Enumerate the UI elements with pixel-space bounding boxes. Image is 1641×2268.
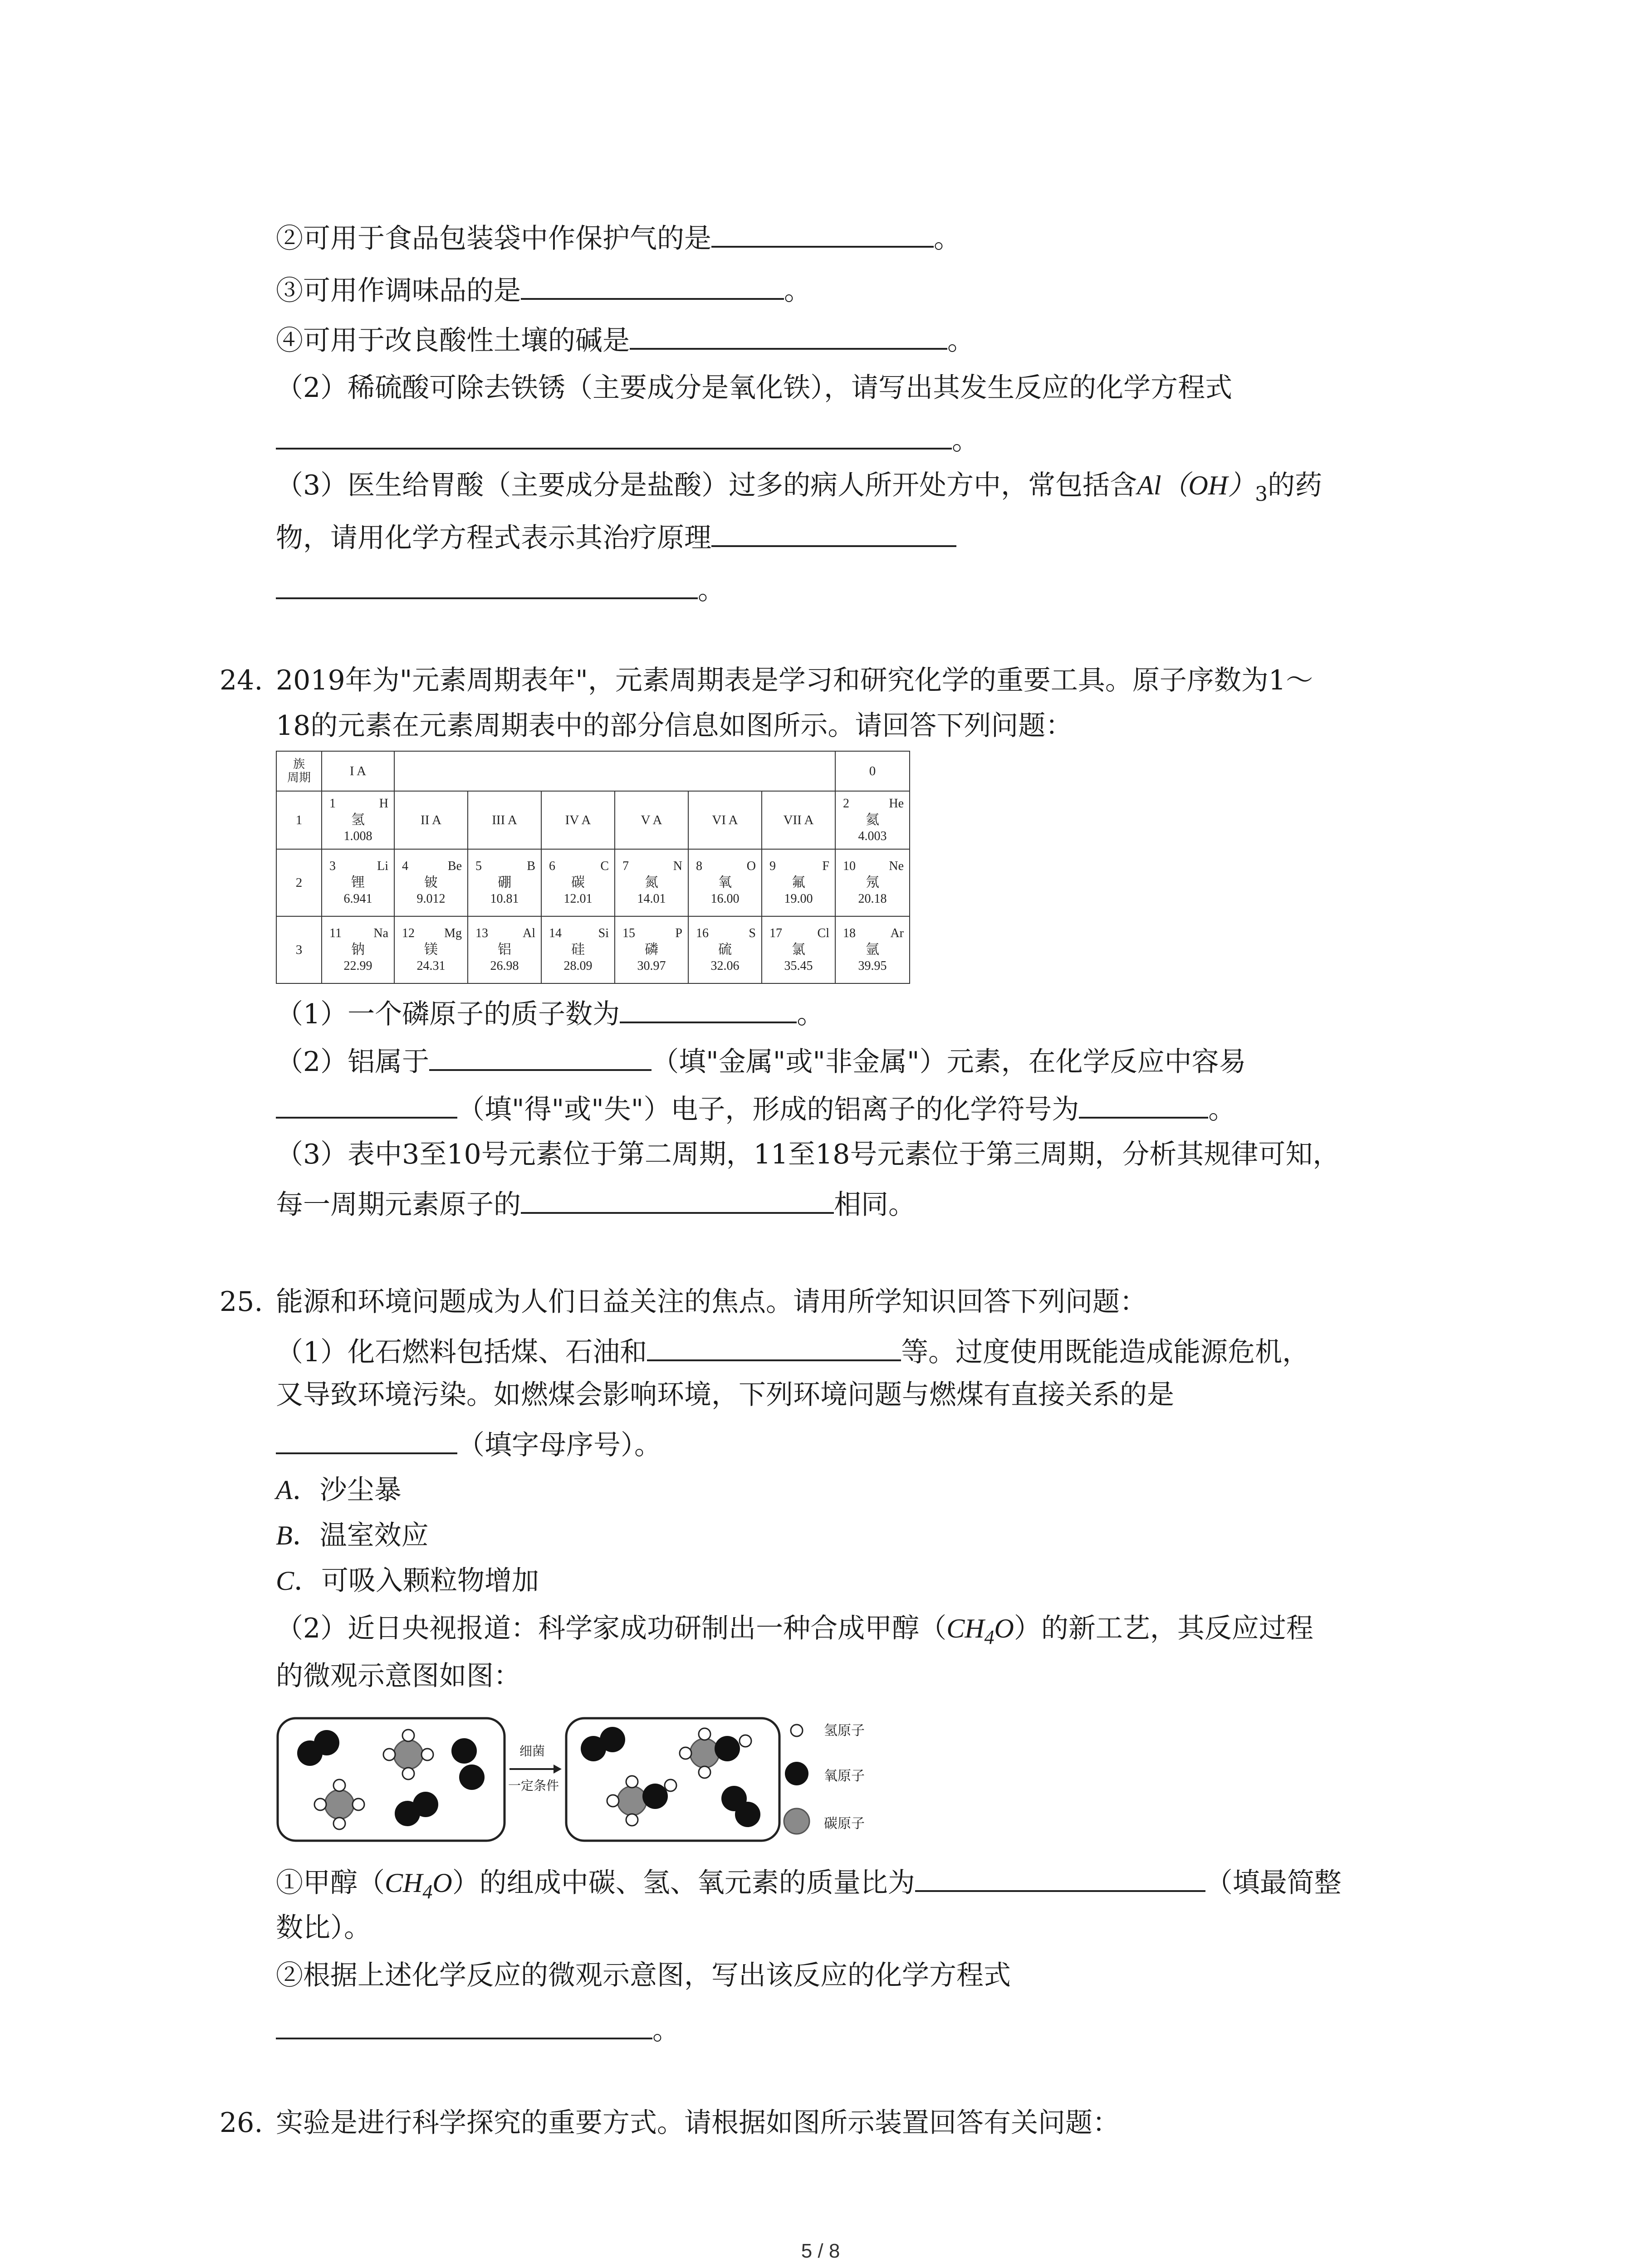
hydrogen-atom xyxy=(402,1768,414,1779)
legend-oxygen-label: 氧原子 xyxy=(824,1768,865,1784)
answer-blank[interactable] xyxy=(711,218,934,248)
q24-part3-line1: （3）表中3至10号元素位于第二周期，11至18号元素位于第三周期，分析其规律可知， xyxy=(276,1139,1340,1170)
carbon-atom xyxy=(690,1739,719,1768)
group-header: VII A xyxy=(762,791,835,849)
corner-header: 族 周期 xyxy=(276,751,322,791)
q23-item2: ②可用于食品包装袋中作保护气的是 。 xyxy=(276,218,961,257)
period-label: 2 xyxy=(276,849,322,916)
element-cell-He: 2 He 氦 4.003 xyxy=(835,791,910,849)
hydrogen-atom xyxy=(383,1749,395,1760)
group-header: IV A xyxy=(541,791,615,849)
carbon-atom xyxy=(617,1786,647,1815)
element-cell-S: 16 S 硫 32.06 xyxy=(688,916,762,983)
hydrogen-atom xyxy=(699,1766,710,1778)
answer-blank[interactable] xyxy=(429,1041,652,1071)
q25-part1-line2: 又导致环境污染。如燃煤会影响环境，下列环境问题与燃煤有直接关系的是 xyxy=(276,1379,1174,1411)
product-box xyxy=(566,1718,779,1841)
hydrogen-atom xyxy=(314,1799,326,1810)
hydrogen-legend-icon xyxy=(791,1725,803,1736)
q24-part2-line1: （2）铝属于 （填"金属"或"非金属"）元素，在化学反应中容易 xyxy=(276,1041,1246,1080)
reaction-arrow xyxy=(508,1744,562,1793)
answer-blank[interactable] xyxy=(630,320,947,350)
oxygen-atom xyxy=(642,1784,668,1809)
group-header: III A xyxy=(468,791,541,849)
q23-item3: ③可用作调味品的是 。 xyxy=(276,270,811,309)
q25-part2-line1: （2）近日央视报道：科学家成功研制出一种合成甲醇$(CH_4O)$的新工艺，其反应过程 xyxy=(276,1613,1313,1648)
q24-stem-line1: 2019年为"元素周期表年"，元素周期表是学习和研究化学的重要工具。原子序数为1～ xyxy=(276,665,1313,696)
answer-blank[interactable] xyxy=(521,1184,834,1214)
carbon-legend-icon xyxy=(784,1809,809,1834)
answer-blank[interactable] xyxy=(521,270,784,300)
element-cell-B: 5 B 硼 10.81 xyxy=(468,849,541,916)
answer-blank[interactable] xyxy=(620,993,797,1023)
oxygen-atom xyxy=(413,1792,438,1817)
element-cell-O: 8 O 氧 16.00 xyxy=(688,849,762,916)
answer-blank[interactable] xyxy=(276,1089,457,1119)
element-cell-C: 6 C 碳 12.01 xyxy=(541,849,615,916)
legend-carbon-label: 碳原子 xyxy=(824,1816,865,1832)
q23-part3-answer: 。 xyxy=(276,569,725,608)
q25-sub1-line1: ①甲醇$(CH_4O)$的组成中碳、氢、氧元素的质量比为 （填最简整 xyxy=(276,1862,1342,1910)
element-cell-F: 9 F 氟 19.00 xyxy=(762,849,835,916)
element-cell-Ar: 18 Ar 氩 39.95 xyxy=(835,916,910,983)
q26-stem: 实验是进行科学探究的重要方式。请根据如图所示装置回答有关问题： xyxy=(276,2107,1120,2139)
oxygen-atom xyxy=(459,1765,485,1790)
element-cell-Al: 13 Al 铝 26.98 xyxy=(468,916,541,983)
answer-blank[interactable] xyxy=(915,1862,1205,1892)
q25-part1-line1: （1）化石燃料包括煤、石油和 等。过度使用既能造成能源危机， xyxy=(276,1331,1309,1370)
period-label: 3 xyxy=(276,916,322,983)
element-cell-P: 15 P 磷 30.97 xyxy=(615,916,688,983)
q24-part3-line2: 每一周期元素原子的 相同。 xyxy=(276,1184,916,1223)
q25-sub1-line2: 数比）。 xyxy=(276,1912,371,1944)
svg-text:细菌: 细菌 xyxy=(519,1744,545,1759)
carbon-atom xyxy=(325,1790,354,1819)
element-cell-Na: 11 Na 钠 22.99 xyxy=(322,916,394,983)
hydrogen-atom xyxy=(626,1814,638,1826)
element-cell-Cl: 17 Cl 氯 35.45 xyxy=(762,916,835,983)
legend-hydrogen-label: 氢原子 xyxy=(824,1723,865,1739)
group-header: II A xyxy=(394,791,468,849)
element-cell-Li: 3 Li 锂 6.941 xyxy=(322,849,394,916)
hydrogen-atom xyxy=(402,1730,414,1741)
q26-number: 26. xyxy=(220,2107,263,2139)
q25-part2-line2: 的微观示意图如图： xyxy=(276,1660,521,1692)
oxygen-atom xyxy=(600,1727,625,1752)
hydrogen-atom xyxy=(333,1779,345,1791)
q25-option-a: A．沙尘暴 xyxy=(276,1474,402,1506)
group-header-IA: I A xyxy=(322,751,394,791)
svg-text:一定条件: 一定条件 xyxy=(508,1778,559,1793)
group-header: V A xyxy=(615,791,688,849)
q25-option-c: C．可吸入颗粒物增加 xyxy=(276,1565,539,1597)
group-header: VI A xyxy=(688,791,762,849)
q25-option-b: B．温室效应 xyxy=(276,1520,429,1551)
element-cell-N: 7 N 氮 14.01 xyxy=(615,849,688,916)
q23-part3: （3）医生给胃酸（主要成分是盐酸）过多的病人所开处方中，常包括含$Al(OH)_3$的药 xyxy=(276,469,1323,506)
oxygen-atom xyxy=(735,1802,760,1827)
carbon-atom xyxy=(394,1740,423,1769)
hydrogen-atom xyxy=(333,1818,345,1829)
oxygen-atom xyxy=(715,1736,740,1761)
page-number: 5 / 8 xyxy=(801,2240,840,2262)
oxygen-atom xyxy=(451,1738,477,1764)
reaction-micro-diagram xyxy=(276,1706,820,1855)
answer-blank[interactable] xyxy=(276,420,952,450)
q23-item4: ④可用于改良酸性土壤的碱是 。 xyxy=(276,320,975,359)
q25-sub2-answer: 。 xyxy=(276,2009,680,2048)
group-header-0: 0 xyxy=(835,751,910,791)
answer-blank[interactable] xyxy=(276,1424,457,1454)
q24-part1: （1）一个磷原子的质子数为 。 xyxy=(276,993,824,1032)
q25-stem: 能源和环境问题成为人们日益关注的焦点。请用所学知识回答下列问题： xyxy=(276,1286,1147,1318)
hydrogen-atom xyxy=(607,1795,619,1807)
hydrogen-atom xyxy=(665,1779,676,1791)
oxygen-legend-icon xyxy=(785,1762,808,1785)
q24-stem-line2: 18的元素在元素周期表中的部分信息如图所示。请回答下列问题： xyxy=(276,710,1073,742)
period-label: 1 xyxy=(276,791,322,849)
oxygen-atom xyxy=(314,1730,339,1755)
element-cell-H: 1 H 氢 1.008 xyxy=(322,791,394,849)
hydrogen-atom xyxy=(353,1799,364,1810)
q23-part3-line2: 物，请用化学方程式表示其治疗原理 xyxy=(276,517,956,556)
q23-part2-answer: 。 xyxy=(276,420,979,459)
answer-blank[interactable] xyxy=(276,2009,652,2039)
hydrogen-atom xyxy=(740,1735,751,1747)
element-cell-Ne: 10 Ne 氖 20.18 xyxy=(835,849,910,916)
q25-sub2: ②根据上述化学反应的微观示意图，写出该反应的化学方程式 xyxy=(276,1960,1011,1991)
reactant-box xyxy=(278,1718,505,1841)
periodic-table xyxy=(276,751,910,984)
q24-part2-line2: （填"得"或"失"）电子，形成的铝离子的化学符号为 。 xyxy=(276,1089,1235,1128)
element-cell-Mg: 12 Mg 镁 24.31 xyxy=(394,916,468,983)
answer-blank[interactable] xyxy=(276,569,698,599)
q25-number: 25. xyxy=(220,1286,263,1318)
q25-part1-line3: （填字母序号）。 xyxy=(276,1424,661,1463)
answer-blank[interactable] xyxy=(1079,1089,1208,1119)
hydrogen-atom xyxy=(421,1749,433,1760)
answer-blank[interactable] xyxy=(711,517,956,547)
hydrogen-atom xyxy=(626,1776,638,1788)
hydrogen-atom xyxy=(699,1728,710,1740)
element-cell-Si: 14 Si 硅 28.09 xyxy=(541,916,615,983)
q24-number: 24. xyxy=(220,665,263,696)
q23-part2: （2）稀硫酸可除去铁锈（主要成分是氧化铁），请写出其发生反应的化学方程式 xyxy=(276,372,1233,404)
element-cell-Be: 4 Be 铍 9.012 xyxy=(394,849,468,916)
hydrogen-atom xyxy=(680,1747,691,1759)
answer-blank[interactable] xyxy=(647,1331,901,1361)
legend xyxy=(784,1725,809,1834)
